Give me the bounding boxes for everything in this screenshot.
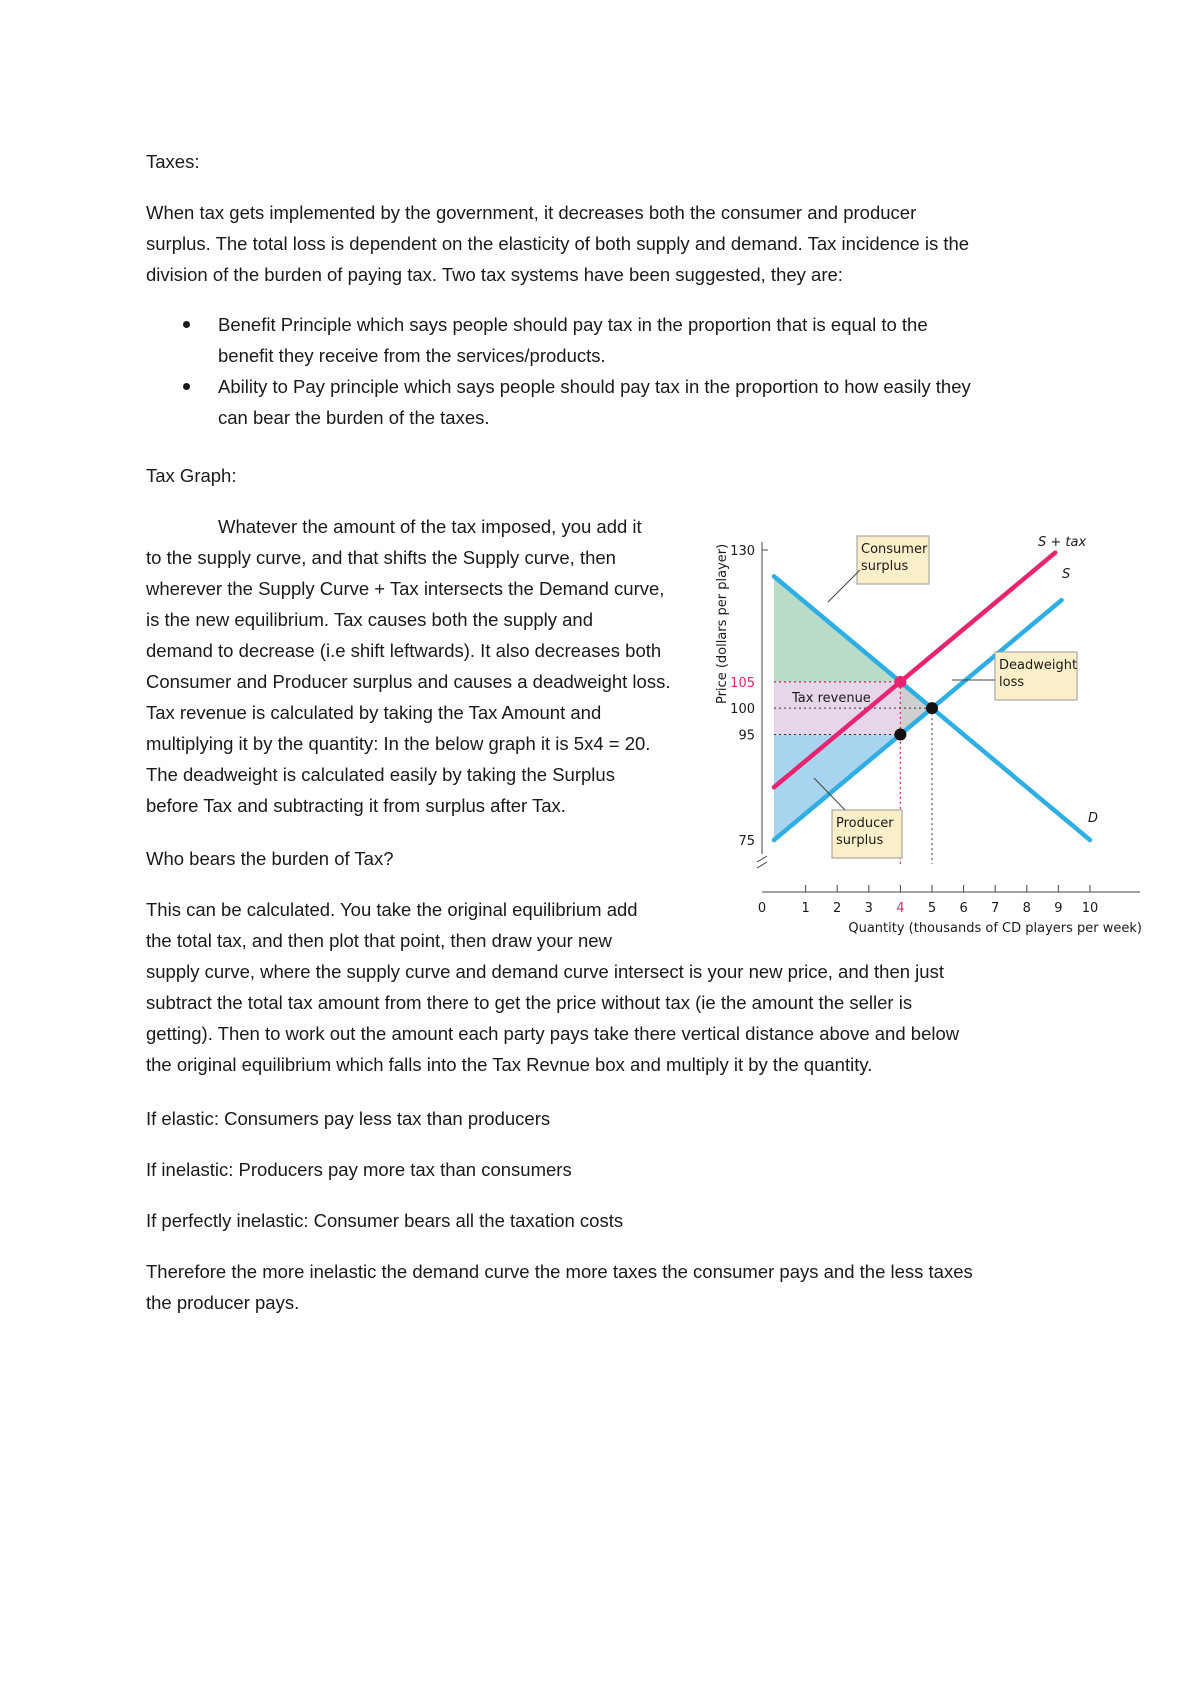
y-tick-label: 105 <box>730 675 755 691</box>
tax-revenue-label: Tax revenue <box>792 690 871 706</box>
heading-burden: Who bears the burden of Tax? <box>146 848 394 869</box>
heading-tax-graph: Tax Graph: <box>146 465 237 486</box>
original-equilibrium-point <box>926 702 938 714</box>
intro-line: surplus. The total loss is dependent on the elasticity of both supply and demand. Tax incidence is the <box>146 233 970 254</box>
x-tick-label: 8 <box>1022 901 1031 916</box>
deadweight-loss-label-text: Deadweight <box>999 658 1078 673</box>
x-tick-label: 6 <box>959 901 968 916</box>
y-tick-label: 95 <box>738 728 755 744</box>
axis-break-icon <box>757 856 767 868</box>
x-tick-label: 0 <box>757 901 767 916</box>
x-tick-label: 1 <box>801 901 810 916</box>
seller-price-point <box>894 729 906 741</box>
bullet-icon <box>183 383 190 390</box>
intro-line: When tax gets implemented by the government, it decreases both the consumer and producer <box>146 202 917 223</box>
bullet-icon <box>183 321 190 328</box>
x-tick-label: 5 <box>927 901 937 916</box>
deadweight-loss-label-text: loss <box>999 675 1025 690</box>
new-equilibrium-buyer-point <box>894 676 906 688</box>
consumer-surplus-pointer <box>828 570 860 602</box>
y-axis-title: Price (dollars per player) <box>715 543 730 705</box>
conclusion-paragraph: Therefore the more inelastic the demand curve the more taxes the consumer pays and the less taxes the producer pays. <box>146 1261 973 1313</box>
burden-paragraph-end: supply curve, where the supply curve and demand curve intersect is your new price, and then just subtract the total tax amount from there to get the price without tax (ie the amount the seller is getting). Then to work out the amount each party pays take there vertical distance above and below the original equilibrium which falls into the Tax Revnue box and multiply it by the quantity. <box>146 961 960 1075</box>
graph-explanation: Whatever the amount of the tax imposed, you add it to the supply curve, and that shifts the Supply curve, then wherever the Supply Curve + Tax intersects the Demand curve, is the new equilibrium. Tax causes both the supply and demand to decrease (i.e shift leftwards). It also decreases both Consumer and Producer surplus and causes a deadweight loss. Tax revenue is calculated by taking the Tax Amount and multiplying it by the quantity: In the below graph it is 5x4 = 20. The deadweight is calculated easily by taking the Surplus before Tax and subtracting it from surplus after Tax. <box>146 516 671 816</box>
perfectly-inelastic-statement: If perfectly inelastic: Consumer bears all the taxation costs <box>146 1210 624 1231</box>
producer-surplus-label-text: Producer <box>836 816 894 831</box>
heading-taxes: Taxes: <box>146 151 200 172</box>
consumer-surplus-label-text: Consumer <box>861 542 928 557</box>
tax-principles-list <box>146 309 1076 433</box>
x-tick-label: 9 <box>1054 901 1063 916</box>
producer-surplus-label-text: surplus <box>836 833 884 848</box>
list-item: Benefit Principle which says people should pay tax in the proportion that is equal to the benefit they receive from the services/products. <box>146 309 1076 371</box>
s-label: S <box>1062 567 1071 582</box>
y-tick-label: 75 <box>738 834 755 849</box>
elastic-statement: If elastic: Consumers pay less tax than producers <box>146 1108 551 1129</box>
d-label: D <box>1088 811 1099 826</box>
list-item: Ability to Pay principle which says people should pay tax in the proportion to how easily they can bear the burden of the taxes. <box>146 371 1076 433</box>
intro-line: division of the burden of paying tax. Two tax systems have been suggested, they are: <box>146 264 843 285</box>
y-tick-label: 130 <box>730 544 755 559</box>
tax-revenue-area <box>774 682 900 735</box>
intro-paragraph <box>146 197 1076 290</box>
inelastic-statement: If inelastic: Producers pay more tax than consumers <box>146 1159 572 1180</box>
x-axis-title: Quantity (thousands of CD players per week) <box>848 921 1142 936</box>
consumer-surplus-label-text: surplus <box>861 559 909 574</box>
x-tick-label: 4 <box>896 901 905 916</box>
x-tick-label: 2 <box>833 901 842 916</box>
tax-graph-chart <box>715 500 1160 940</box>
x-tick-label: 3 <box>864 901 873 916</box>
s-plus-tax-label: S + tax <box>1038 535 1087 550</box>
x-tick-label: 7 <box>991 901 1000 916</box>
burden-paragraph-start: This can be calculated. You take the original equilibrium add the total tax, and then plot that point, then draw your new <box>146 899 638 951</box>
x-tick-label: 10 <box>1081 901 1099 916</box>
y-tick-label: 100 <box>730 702 755 718</box>
